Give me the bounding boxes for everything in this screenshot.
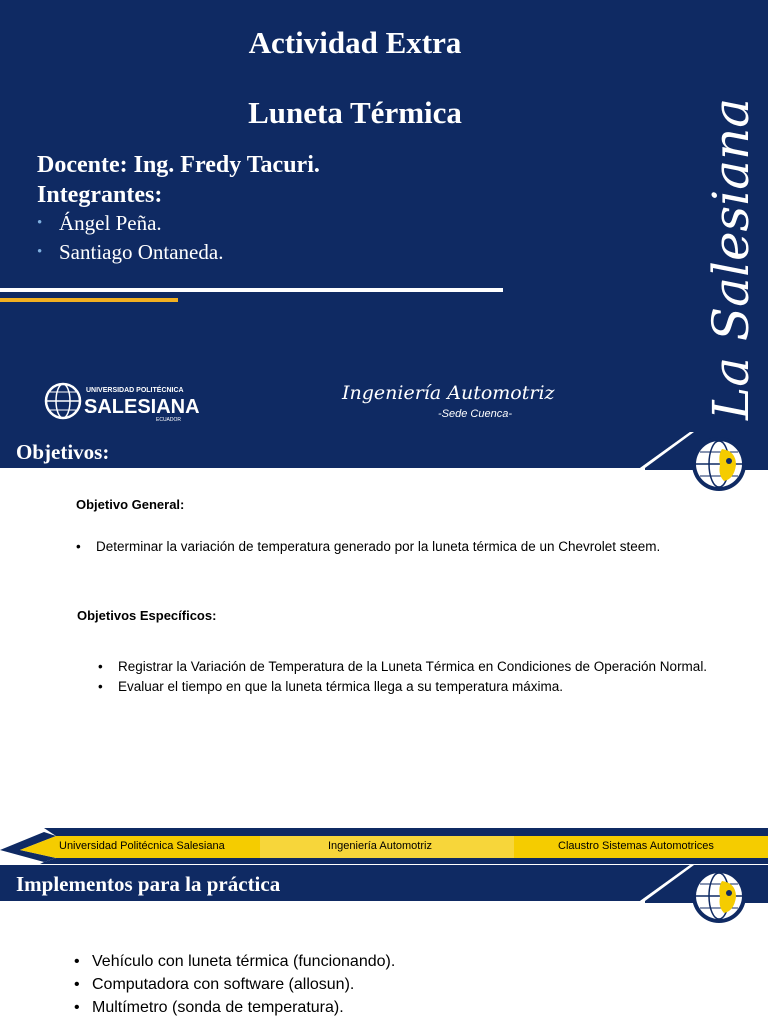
bullet-icon: •: [74, 953, 80, 970]
slide-title-line2: Luneta Térmica: [248, 95, 462, 130]
bullet-icon: •: [37, 215, 43, 231]
title-slide: [0, 0, 768, 432]
footer-university: Universidad Politécnica Salesiana: [59, 840, 225, 852]
list-item: • Multímetro (sonda de temperatura).: [74, 999, 344, 1016]
svg-text:ECUADOR: ECUADOR: [156, 417, 182, 423]
list-item: • Determinar la variación de temperatura generado por la luneta térmica de un Chevrolet steem.: [76, 539, 661, 554]
globe-emblem-icon: [690, 867, 748, 925]
svg-text:UNIVERSIDAD POLITÉCNICA: UNIVERSIDAD POLITÉCNICA: [86, 387, 184, 394]
svg-text:La Salesiana: La Salesiana: [702, 97, 760, 420]
salesiana-university-logo: [44, 380, 200, 424]
bullet-icon: •: [76, 539, 81, 554]
bullet-icon: •: [98, 679, 103, 694]
bullet-icon: •: [74, 976, 80, 993]
list-item: • Evaluar el tiempo en que la luneta térmica llega a su temperatura máxima.: [98, 679, 563, 694]
list-item: • Registrar la Variación de Temperatura de la Luneta Térmica en Condiciones de Operación Normal.: [98, 659, 708, 674]
ingenieria-automotriz-logo: [338, 375, 555, 425]
bullet-icon: •: [37, 244, 43, 260]
objetivos-slide: [0, 432, 768, 865]
objetivos-especificos-label: Objetivos Específicos:: [77, 608, 217, 623]
globe-emblem-icon: [690, 435, 748, 493]
list-item: • Computadora con software (allosun).: [74, 976, 355, 993]
slide-title: Implementos para la práctica: [16, 872, 281, 896]
list-item: • Vehículo con luneta térmica (funcionando).: [74, 953, 396, 970]
objetivo-general-label: Objetivo General:: [76, 497, 185, 512]
svg-text:-Sede Cuenca-: -Sede Cuenca-: [438, 408, 512, 420]
title-banner: [0, 432, 768, 470]
integrantes-label: Integrantes:: [37, 182, 163, 208]
slide-title-line1: Actividad Extra: [248, 25, 462, 60]
implementos-slide: [0, 865, 768, 1024]
bullet-icon: •: [98, 659, 103, 674]
member-item: • Ángel Peña.: [37, 211, 162, 235]
docente-label: Docente: Ing. Fredy Tacuri.: [37, 152, 320, 178]
divider-gold: [0, 298, 178, 302]
footer-claustro: Claustro Sistemas Automotrices: [558, 840, 714, 852]
la-salesiana-script-logo: [702, 0, 764, 432]
slide-title: Objetivos:: [16, 440, 110, 464]
divider-white: [0, 288, 503, 292]
svg-text:Ingeniería Automotriz: Ingeniería Automotriz: [342, 382, 555, 404]
footer-career: Ingeniería Automotriz: [328, 840, 432, 852]
bullet-icon: •: [74, 999, 80, 1016]
svg-text:SALESIANA: SALESIANA: [84, 396, 200, 418]
member-item: • Santiago Ontaneda.: [37, 240, 224, 264]
